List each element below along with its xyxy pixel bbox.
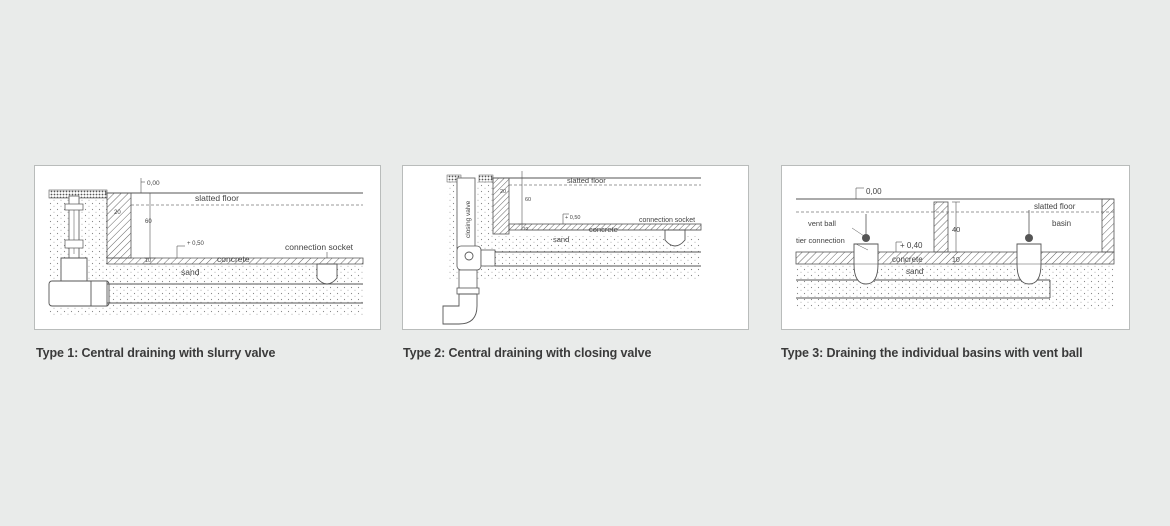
label-sand: sand	[553, 235, 570, 244]
caption-type-3: Type 3: Draining the individual basins with vent ball	[781, 346, 1083, 360]
wall	[493, 178, 509, 234]
valve-body	[61, 258, 87, 281]
valve-wheel-icon	[465, 252, 473, 260]
label-slatted-floor: slatted floor	[195, 193, 239, 203]
label-slatted-floor: slatted floor	[567, 176, 606, 185]
label-dim-60: 60	[145, 219, 152, 225]
sand-layer	[796, 264, 1114, 310]
label-dim-20: 20	[500, 189, 507, 195]
label-sand: sand	[181, 267, 200, 277]
label-basin: basin	[1052, 219, 1072, 228]
label-concrete: concrete	[892, 255, 923, 264]
label-level-top: 0,00	[866, 187, 882, 196]
diagram-type-3	[782, 166, 1129, 329]
label-tier-connection: tier connection	[796, 236, 845, 245]
caption-type-1: Type 1: Central draining with slurry valve	[36, 346, 276, 360]
grate-right	[479, 175, 493, 182]
label-dim-10: 10	[523, 226, 529, 231]
caption-type-2: Type 2: Central draining with closing valve	[403, 346, 652, 360]
label-concrete: concrete	[589, 225, 618, 234]
diagram-panel-type-1	[34, 165, 381, 330]
label-vent-ball: vent ball	[808, 219, 836, 228]
label-level-mid: + 0,50	[187, 241, 204, 247]
connection-socket-shape	[665, 230, 685, 246]
label-concrete: concrete	[217, 254, 250, 264]
label-dim-20: 20	[114, 210, 121, 216]
right-wall	[1102, 199, 1114, 252]
label-level-mid: + 0,50	[565, 215, 581, 221]
label-slatted-floor: slatted floor	[1034, 202, 1076, 211]
diagram-type-1	[35, 166, 380, 329]
label-closing-valve: closing valve	[465, 200, 472, 238]
label-connection-socket: connection socket	[639, 217, 696, 224]
label-connection-socket: connection socket	[285, 242, 354, 252]
label-dim-40: 40	[952, 225, 961, 234]
label-level-mid: + 0,40	[900, 241, 923, 250]
label-dim-10: 10	[145, 258, 152, 264]
wall	[107, 193, 131, 258]
diagram-type-2	[403, 166, 748, 329]
diagram-panel-type-2	[402, 165, 749, 330]
center-wall	[934, 202, 948, 252]
label-sand: sand	[906, 267, 924, 276]
label-dim-60: 60	[525, 197, 532, 203]
vent-ball-icon-2	[1025, 234, 1033, 242]
diagram-panel-type-3	[781, 165, 1130, 330]
label-dim-10: 10	[952, 257, 960, 264]
connection-socket-shape	[317, 264, 337, 284]
label-level-top: 0,00	[147, 180, 160, 187]
pipe-bend	[443, 294, 477, 324]
